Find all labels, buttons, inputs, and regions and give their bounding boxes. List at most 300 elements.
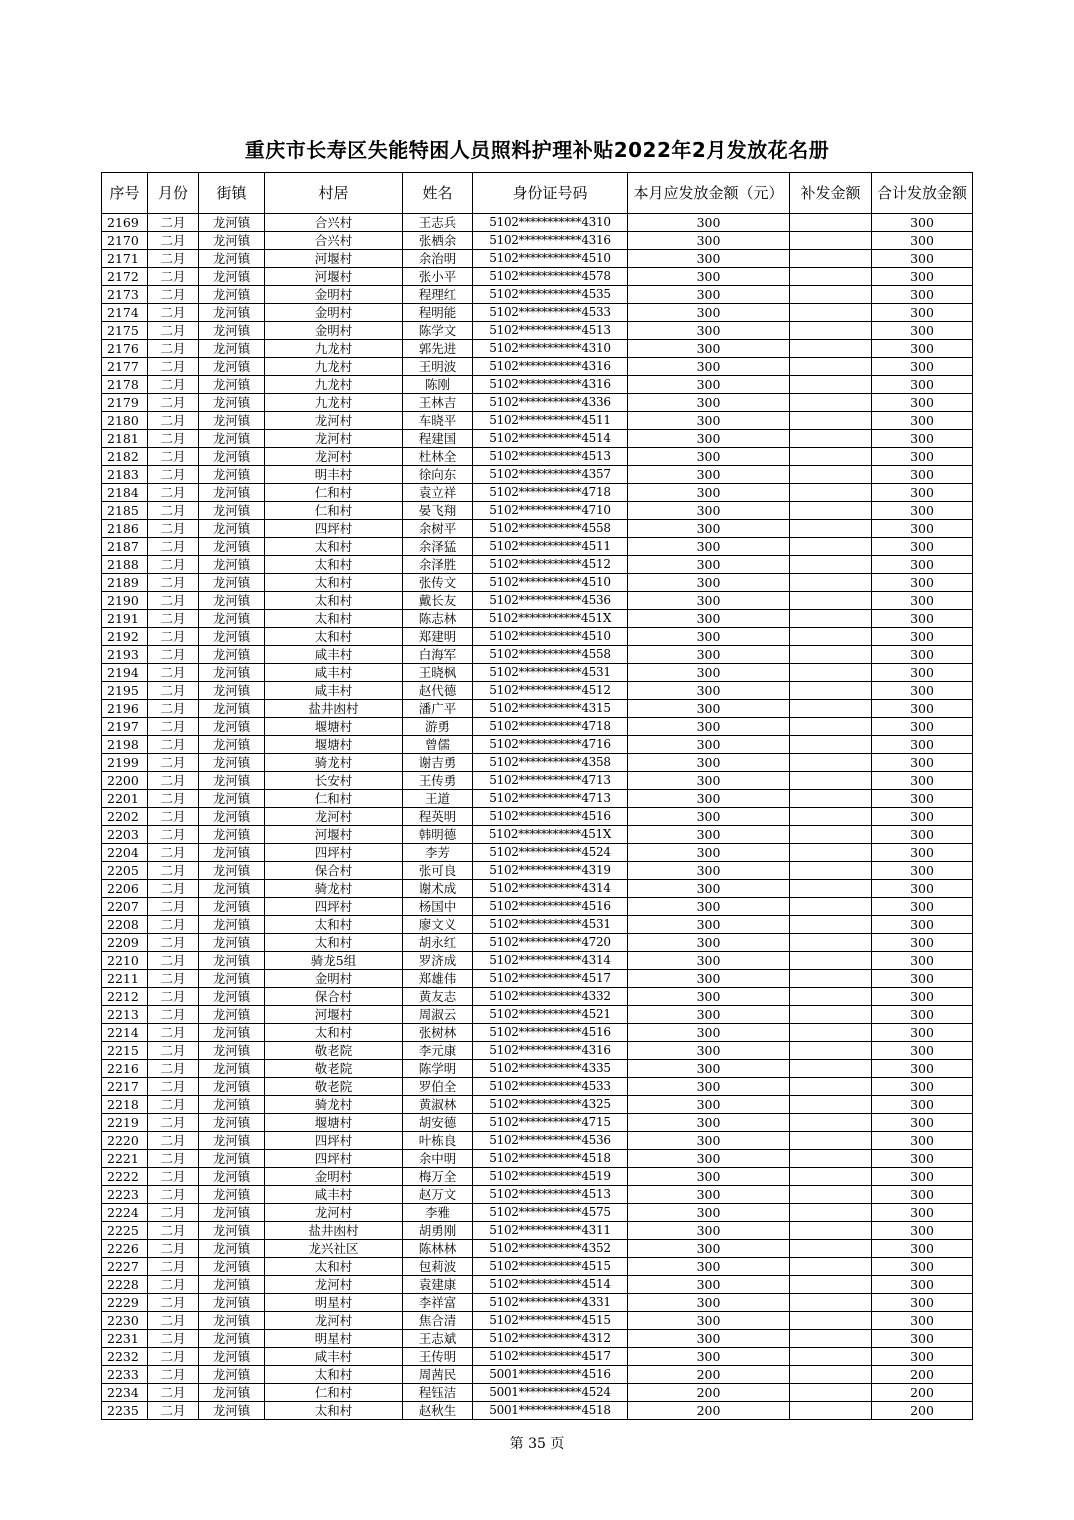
village-cell: 咸丰村 xyxy=(265,682,403,700)
id-number-cell: 5102***********4315 xyxy=(473,700,628,718)
id-number-cell: 5102***********451X xyxy=(473,610,628,628)
supplement-amount-cell xyxy=(790,1348,872,1366)
id-number-cell: 5001***********4516 xyxy=(473,1366,628,1384)
due-amount-cell: 300 xyxy=(628,1006,790,1024)
seq-cell: 2185 xyxy=(102,502,148,520)
month-cell: 二月 xyxy=(148,1168,199,1186)
supplement-amount-cell xyxy=(790,898,872,916)
seq-cell: 2198 xyxy=(102,736,148,754)
village-cell: 仁和村 xyxy=(265,1384,403,1402)
id-number-cell: 5102***********4314 xyxy=(473,880,628,898)
name-cell: 黄淑林 xyxy=(403,1096,473,1114)
supplement-amount-cell xyxy=(790,772,872,790)
id-number-cell: 5001***********4524 xyxy=(473,1384,628,1402)
due-amount-cell: 300 xyxy=(628,520,790,538)
month-cell: 二月 xyxy=(148,934,199,952)
due-amount-cell: 300 xyxy=(628,358,790,376)
town-cell: 龙河镇 xyxy=(199,952,265,970)
total-amount-cell: 300 xyxy=(872,682,973,700)
town-cell: 龙河镇 xyxy=(199,1042,265,1060)
supplement-amount-cell xyxy=(790,718,872,736)
town-cell: 龙河镇 xyxy=(199,250,265,268)
id-number-cell: 5102***********4516 xyxy=(473,898,628,916)
village-cell: 敬老院 xyxy=(265,1060,403,1078)
month-cell: 二月 xyxy=(148,1348,199,1366)
due-amount-cell: 300 xyxy=(628,916,790,934)
header-seq: 序号 xyxy=(102,173,148,214)
seq-cell: 2222 xyxy=(102,1168,148,1186)
id-number-cell: 5102***********4335 xyxy=(473,1060,628,1078)
town-cell: 龙河镇 xyxy=(199,214,265,232)
id-number-cell: 5102***********4514 xyxy=(473,430,628,448)
seq-cell: 2176 xyxy=(102,340,148,358)
table-row xyxy=(102,1294,973,1312)
supplement-amount-cell xyxy=(790,970,872,988)
due-amount-cell: 300 xyxy=(628,412,790,430)
due-amount-cell: 300 xyxy=(628,988,790,1006)
supplement-amount-cell xyxy=(790,214,872,232)
supplement-amount-cell xyxy=(790,592,872,610)
village-cell: 骑龙5组 xyxy=(265,952,403,970)
table-row xyxy=(102,502,973,520)
id-number-cell: 5102***********4558 xyxy=(473,520,628,538)
month-cell: 二月 xyxy=(148,1096,199,1114)
total-amount-cell: 200 xyxy=(872,1384,973,1402)
table-row xyxy=(102,1114,973,1132)
due-amount-cell: 300 xyxy=(628,934,790,952)
table-row xyxy=(102,448,973,466)
supplement-amount-cell xyxy=(790,610,872,628)
town-cell: 龙河镇 xyxy=(199,232,265,250)
month-cell: 二月 xyxy=(148,898,199,916)
supplement-amount-cell xyxy=(790,394,872,412)
due-amount-cell: 300 xyxy=(628,214,790,232)
village-cell: 咸丰村 xyxy=(265,646,403,664)
name-cell: 白海军 xyxy=(403,646,473,664)
total-amount-cell: 300 xyxy=(872,1240,973,1258)
roster-table xyxy=(101,172,973,1420)
id-number-cell: 5102***********4515 xyxy=(473,1312,628,1330)
supplement-amount-cell xyxy=(790,1366,872,1384)
total-amount-cell: 300 xyxy=(872,700,973,718)
town-cell: 龙河镇 xyxy=(199,1258,265,1276)
town-cell: 龙河镇 xyxy=(199,556,265,574)
seq-cell: 2216 xyxy=(102,1060,148,1078)
total-amount-cell: 300 xyxy=(872,412,973,430)
town-cell: 龙河镇 xyxy=(199,1240,265,1258)
id-number-cell: 5102***********4518 xyxy=(473,1150,628,1168)
id-number-cell: 5102***********4311 xyxy=(473,1222,628,1240)
total-amount-cell: 300 xyxy=(872,718,973,736)
seq-cell: 2205 xyxy=(102,862,148,880)
total-amount-cell: 300 xyxy=(872,916,973,934)
name-cell: 陈刚 xyxy=(403,376,473,394)
table-row xyxy=(102,988,973,1006)
due-amount-cell: 200 xyxy=(628,1366,790,1384)
village-cell: 明星村 xyxy=(265,1294,403,1312)
town-cell: 龙河镇 xyxy=(199,484,265,502)
village-cell: 合兴村 xyxy=(265,214,403,232)
total-amount-cell: 300 xyxy=(872,358,973,376)
id-number-cell: 5102***********4314 xyxy=(473,952,628,970)
town-cell: 龙河镇 xyxy=(199,934,265,952)
table-row xyxy=(102,520,973,538)
due-amount-cell: 300 xyxy=(628,970,790,988)
total-amount-cell: 300 xyxy=(872,1006,973,1024)
seq-cell: 2178 xyxy=(102,376,148,394)
seq-cell: 2187 xyxy=(102,538,148,556)
town-cell: 龙河镇 xyxy=(199,1024,265,1042)
table-row xyxy=(102,214,973,232)
village-cell: 太和村 xyxy=(265,628,403,646)
total-amount-cell: 300 xyxy=(872,1096,973,1114)
name-cell: 晏飞翔 xyxy=(403,502,473,520)
town-cell: 龙河镇 xyxy=(199,340,265,358)
month-cell: 二月 xyxy=(148,718,199,736)
table-row xyxy=(102,862,973,880)
id-number-cell: 5102***********4316 xyxy=(473,232,628,250)
town-cell: 龙河镇 xyxy=(199,1402,265,1420)
total-amount-cell: 300 xyxy=(872,430,973,448)
month-cell: 二月 xyxy=(148,1024,199,1042)
month-cell: 二月 xyxy=(148,862,199,880)
total-amount-cell: 300 xyxy=(872,988,973,1006)
month-cell: 二月 xyxy=(148,1276,199,1294)
header-month: 月份 xyxy=(148,173,199,214)
name-cell: 叶栋良 xyxy=(403,1132,473,1150)
table-row xyxy=(102,1240,973,1258)
supplement-amount-cell xyxy=(790,916,872,934)
name-cell: 余中明 xyxy=(403,1150,473,1168)
id-number-cell: 5102***********4710 xyxy=(473,502,628,520)
name-cell: 张树林 xyxy=(403,1024,473,1042)
month-cell: 二月 xyxy=(148,700,199,718)
due-amount-cell: 300 xyxy=(628,1042,790,1060)
due-amount-cell: 300 xyxy=(628,484,790,502)
supplement-amount-cell xyxy=(790,736,872,754)
due-amount-cell: 300 xyxy=(628,232,790,250)
total-amount-cell: 300 xyxy=(872,808,973,826)
month-cell: 二月 xyxy=(148,1384,199,1402)
name-cell: 黄友志 xyxy=(403,988,473,1006)
total-amount-cell: 300 xyxy=(872,1132,973,1150)
seq-cell: 2179 xyxy=(102,394,148,412)
town-cell: 龙河镇 xyxy=(199,682,265,700)
total-amount-cell: 300 xyxy=(872,898,973,916)
due-amount-cell: 200 xyxy=(628,1402,790,1420)
month-cell: 二月 xyxy=(148,610,199,628)
village-cell: 堰塘村 xyxy=(265,718,403,736)
name-cell: 车晓平 xyxy=(403,412,473,430)
total-amount-cell: 300 xyxy=(872,970,973,988)
village-cell: 太和村 xyxy=(265,574,403,592)
due-amount-cell: 300 xyxy=(628,376,790,394)
seq-cell: 2201 xyxy=(102,790,148,808)
due-amount-cell: 300 xyxy=(628,250,790,268)
supplement-amount-cell xyxy=(790,808,872,826)
total-amount-cell: 300 xyxy=(872,502,973,520)
village-cell: 九龙村 xyxy=(265,394,403,412)
table-row xyxy=(102,880,973,898)
seq-cell: 2235 xyxy=(102,1402,148,1420)
id-number-cell: 5102***********4332 xyxy=(473,988,628,1006)
village-cell: 明星村 xyxy=(265,1330,403,1348)
table-row xyxy=(102,664,973,682)
total-amount-cell: 300 xyxy=(872,556,973,574)
id-number-cell: 5102***********4524 xyxy=(473,844,628,862)
id-number-cell: 5102***********4716 xyxy=(473,736,628,754)
village-cell: 明丰村 xyxy=(265,466,403,484)
seq-cell: 2170 xyxy=(102,232,148,250)
supplement-amount-cell xyxy=(790,376,872,394)
page-number: 第 35 页 xyxy=(509,1436,565,1452)
town-cell: 龙河镇 xyxy=(199,1312,265,1330)
table-row xyxy=(102,268,973,286)
month-cell: 二月 xyxy=(148,844,199,862)
id-number-cell: 5102***********4718 xyxy=(473,718,628,736)
seq-cell: 2214 xyxy=(102,1024,148,1042)
table-row xyxy=(102,1258,973,1276)
id-number-cell: 5102***********4325 xyxy=(473,1096,628,1114)
month-cell: 二月 xyxy=(148,1240,199,1258)
id-number-cell: 5102***********4316 xyxy=(473,358,628,376)
table-row xyxy=(102,394,973,412)
name-cell: 王传勇 xyxy=(403,772,473,790)
id-number-cell: 5102***********4316 xyxy=(473,376,628,394)
town-cell: 龙河镇 xyxy=(199,1384,265,1402)
village-cell: 金明村 xyxy=(265,970,403,988)
seq-cell: 2204 xyxy=(102,844,148,862)
month-cell: 二月 xyxy=(148,1150,199,1168)
supplement-amount-cell xyxy=(790,952,872,970)
village-cell: 骑龙村 xyxy=(265,880,403,898)
month-cell: 二月 xyxy=(148,1204,199,1222)
due-amount-cell: 300 xyxy=(628,952,790,970)
id-number-cell: 5102***********4536 xyxy=(473,1132,628,1150)
town-cell: 龙河镇 xyxy=(199,790,265,808)
month-cell: 二月 xyxy=(148,754,199,772)
village-cell: 堰塘村 xyxy=(265,736,403,754)
supplement-amount-cell xyxy=(790,448,872,466)
seq-cell: 2171 xyxy=(102,250,148,268)
id-number-cell: 5102***********4513 xyxy=(473,322,628,340)
id-number-cell: 5102***********451X xyxy=(473,826,628,844)
id-number-cell: 5102***********4513 xyxy=(473,448,628,466)
due-amount-cell: 300 xyxy=(628,1330,790,1348)
supplement-amount-cell xyxy=(790,1114,872,1132)
village-cell: 金明村 xyxy=(265,322,403,340)
town-cell: 龙河镇 xyxy=(199,1186,265,1204)
total-amount-cell: 200 xyxy=(872,1402,973,1420)
name-cell: 戴长友 xyxy=(403,592,473,610)
id-number-cell: 5102***********4312 xyxy=(473,1330,628,1348)
town-cell: 龙河镇 xyxy=(199,412,265,430)
town-cell: 龙河镇 xyxy=(199,538,265,556)
due-amount-cell: 300 xyxy=(628,1186,790,1204)
due-amount-cell: 300 xyxy=(628,1168,790,1186)
village-cell: 太和村 xyxy=(265,1366,403,1384)
total-amount-cell: 300 xyxy=(872,1204,973,1222)
name-cell: 程理红 xyxy=(403,286,473,304)
village-cell: 河堰村 xyxy=(265,268,403,286)
month-cell: 二月 xyxy=(148,394,199,412)
id-number-cell: 5102***********4575 xyxy=(473,1204,628,1222)
supplement-amount-cell xyxy=(790,646,872,664)
total-amount-cell: 300 xyxy=(872,736,973,754)
id-number-cell: 5102***********4715 xyxy=(473,1114,628,1132)
table-row xyxy=(102,1042,973,1060)
month-cell: 二月 xyxy=(148,592,199,610)
supplement-amount-cell xyxy=(790,412,872,430)
seq-cell: 2223 xyxy=(102,1186,148,1204)
due-amount-cell: 300 xyxy=(628,862,790,880)
town-cell: 龙河镇 xyxy=(199,1150,265,1168)
seq-cell: 2207 xyxy=(102,898,148,916)
supplement-amount-cell xyxy=(790,286,872,304)
table-row xyxy=(102,592,973,610)
seq-cell: 2206 xyxy=(102,880,148,898)
table-row xyxy=(102,700,973,718)
table-row xyxy=(102,556,973,574)
id-number-cell: 5102***********4531 xyxy=(473,664,628,682)
total-amount-cell: 300 xyxy=(872,1150,973,1168)
seq-cell: 2190 xyxy=(102,592,148,610)
total-amount-cell: 300 xyxy=(872,304,973,322)
supplement-amount-cell xyxy=(790,1132,872,1150)
due-amount-cell: 300 xyxy=(628,1078,790,1096)
name-cell: 袁立祥 xyxy=(403,484,473,502)
table-row xyxy=(102,574,973,592)
table-row xyxy=(102,484,973,502)
month-cell: 二月 xyxy=(148,430,199,448)
seq-cell: 2172 xyxy=(102,268,148,286)
supplement-amount-cell xyxy=(790,1186,872,1204)
due-amount-cell: 300 xyxy=(628,286,790,304)
town-cell: 龙河镇 xyxy=(199,1366,265,1384)
month-cell: 二月 xyxy=(148,214,199,232)
header-due-amount: 本月应发放金额（元） xyxy=(628,173,790,214)
village-cell: 太和村 xyxy=(265,556,403,574)
due-amount-cell: 300 xyxy=(628,574,790,592)
seq-cell: 2212 xyxy=(102,988,148,1006)
name-cell: 周淑云 xyxy=(403,1006,473,1024)
village-cell: 龙河村 xyxy=(265,1312,403,1330)
supplement-amount-cell xyxy=(790,1168,872,1186)
name-cell: 李祥富 xyxy=(403,1294,473,1312)
supplement-amount-cell xyxy=(790,880,872,898)
header-row xyxy=(102,173,973,214)
town-cell: 龙河镇 xyxy=(199,628,265,646)
table-row xyxy=(102,970,973,988)
total-amount-cell: 300 xyxy=(872,1330,973,1348)
table-row xyxy=(102,1006,973,1024)
village-cell: 太和村 xyxy=(265,916,403,934)
village-cell: 太和村 xyxy=(265,592,403,610)
id-number-cell: 5102***********4310 xyxy=(473,340,628,358)
due-amount-cell: 300 xyxy=(628,772,790,790)
village-cell: 河堰村 xyxy=(265,250,403,268)
page-title: 重庆市长寿区失能特困人员照料护理补贴2022年2月发放花名册 xyxy=(244,138,830,162)
id-number-cell: 5102***********4352 xyxy=(473,1240,628,1258)
village-cell: 合兴村 xyxy=(265,232,403,250)
supplement-amount-cell xyxy=(790,682,872,700)
name-cell: 郑建明 xyxy=(403,628,473,646)
name-cell: 张传文 xyxy=(403,574,473,592)
table-row xyxy=(102,772,973,790)
month-cell: 二月 xyxy=(148,250,199,268)
name-cell: 张小平 xyxy=(403,268,473,286)
town-cell: 龙河镇 xyxy=(199,880,265,898)
total-amount-cell: 300 xyxy=(872,664,973,682)
seq-cell: 2203 xyxy=(102,826,148,844)
total-amount-cell: 300 xyxy=(872,1276,973,1294)
id-number-cell: 5102***********4512 xyxy=(473,682,628,700)
table-row xyxy=(102,232,973,250)
month-cell: 二月 xyxy=(148,412,199,430)
month-cell: 二月 xyxy=(148,268,199,286)
town-cell: 龙河镇 xyxy=(199,610,265,628)
month-cell: 二月 xyxy=(148,466,199,484)
seq-cell: 2193 xyxy=(102,646,148,664)
total-amount-cell: 300 xyxy=(872,862,973,880)
village-cell: 金明村 xyxy=(265,286,403,304)
town-cell: 龙河镇 xyxy=(199,646,265,664)
table-row xyxy=(102,898,973,916)
due-amount-cell: 300 xyxy=(628,754,790,772)
town-cell: 龙河镇 xyxy=(199,1060,265,1078)
village-cell: 仁和村 xyxy=(265,484,403,502)
total-amount-cell: 300 xyxy=(872,520,973,538)
id-number-cell: 5001***********4518 xyxy=(473,1402,628,1420)
village-cell: 太和村 xyxy=(265,1024,403,1042)
town-cell: 龙河镇 xyxy=(199,1096,265,1114)
village-cell: 长安村 xyxy=(265,772,403,790)
due-amount-cell: 300 xyxy=(628,1258,790,1276)
seq-cell: 2220 xyxy=(102,1132,148,1150)
village-cell: 龙河村 xyxy=(265,1276,403,1294)
village-cell: 骑龙村 xyxy=(265,754,403,772)
total-amount-cell: 300 xyxy=(872,952,973,970)
due-amount-cell: 300 xyxy=(628,1240,790,1258)
id-number-cell: 5102***********4319 xyxy=(473,862,628,880)
seq-cell: 2197 xyxy=(102,718,148,736)
town-cell: 龙河镇 xyxy=(199,304,265,322)
seq-cell: 2200 xyxy=(102,772,148,790)
name-cell: 陈志林 xyxy=(403,610,473,628)
town-cell: 龙河镇 xyxy=(199,1006,265,1024)
seq-cell: 2218 xyxy=(102,1096,148,1114)
town-cell: 龙河镇 xyxy=(199,466,265,484)
village-cell: 九龙村 xyxy=(265,358,403,376)
id-number-cell: 5102***********4720 xyxy=(473,934,628,952)
supplement-amount-cell xyxy=(790,1294,872,1312)
village-cell: 龙河村 xyxy=(265,448,403,466)
town-cell: 龙河镇 xyxy=(199,268,265,286)
id-number-cell: 5102***********4514 xyxy=(473,1276,628,1294)
table-row xyxy=(102,1150,973,1168)
town-cell: 龙河镇 xyxy=(199,916,265,934)
supplement-amount-cell xyxy=(790,358,872,376)
name-cell: 余泽猛 xyxy=(403,538,473,556)
supplement-amount-cell xyxy=(790,1006,872,1024)
supplement-amount-cell xyxy=(790,1276,872,1294)
supplement-amount-cell xyxy=(790,862,872,880)
seq-cell: 2226 xyxy=(102,1240,148,1258)
town-cell: 龙河镇 xyxy=(199,394,265,412)
town-cell: 龙河镇 xyxy=(199,862,265,880)
month-cell: 二月 xyxy=(148,1366,199,1384)
village-cell: 金明村 xyxy=(265,304,403,322)
